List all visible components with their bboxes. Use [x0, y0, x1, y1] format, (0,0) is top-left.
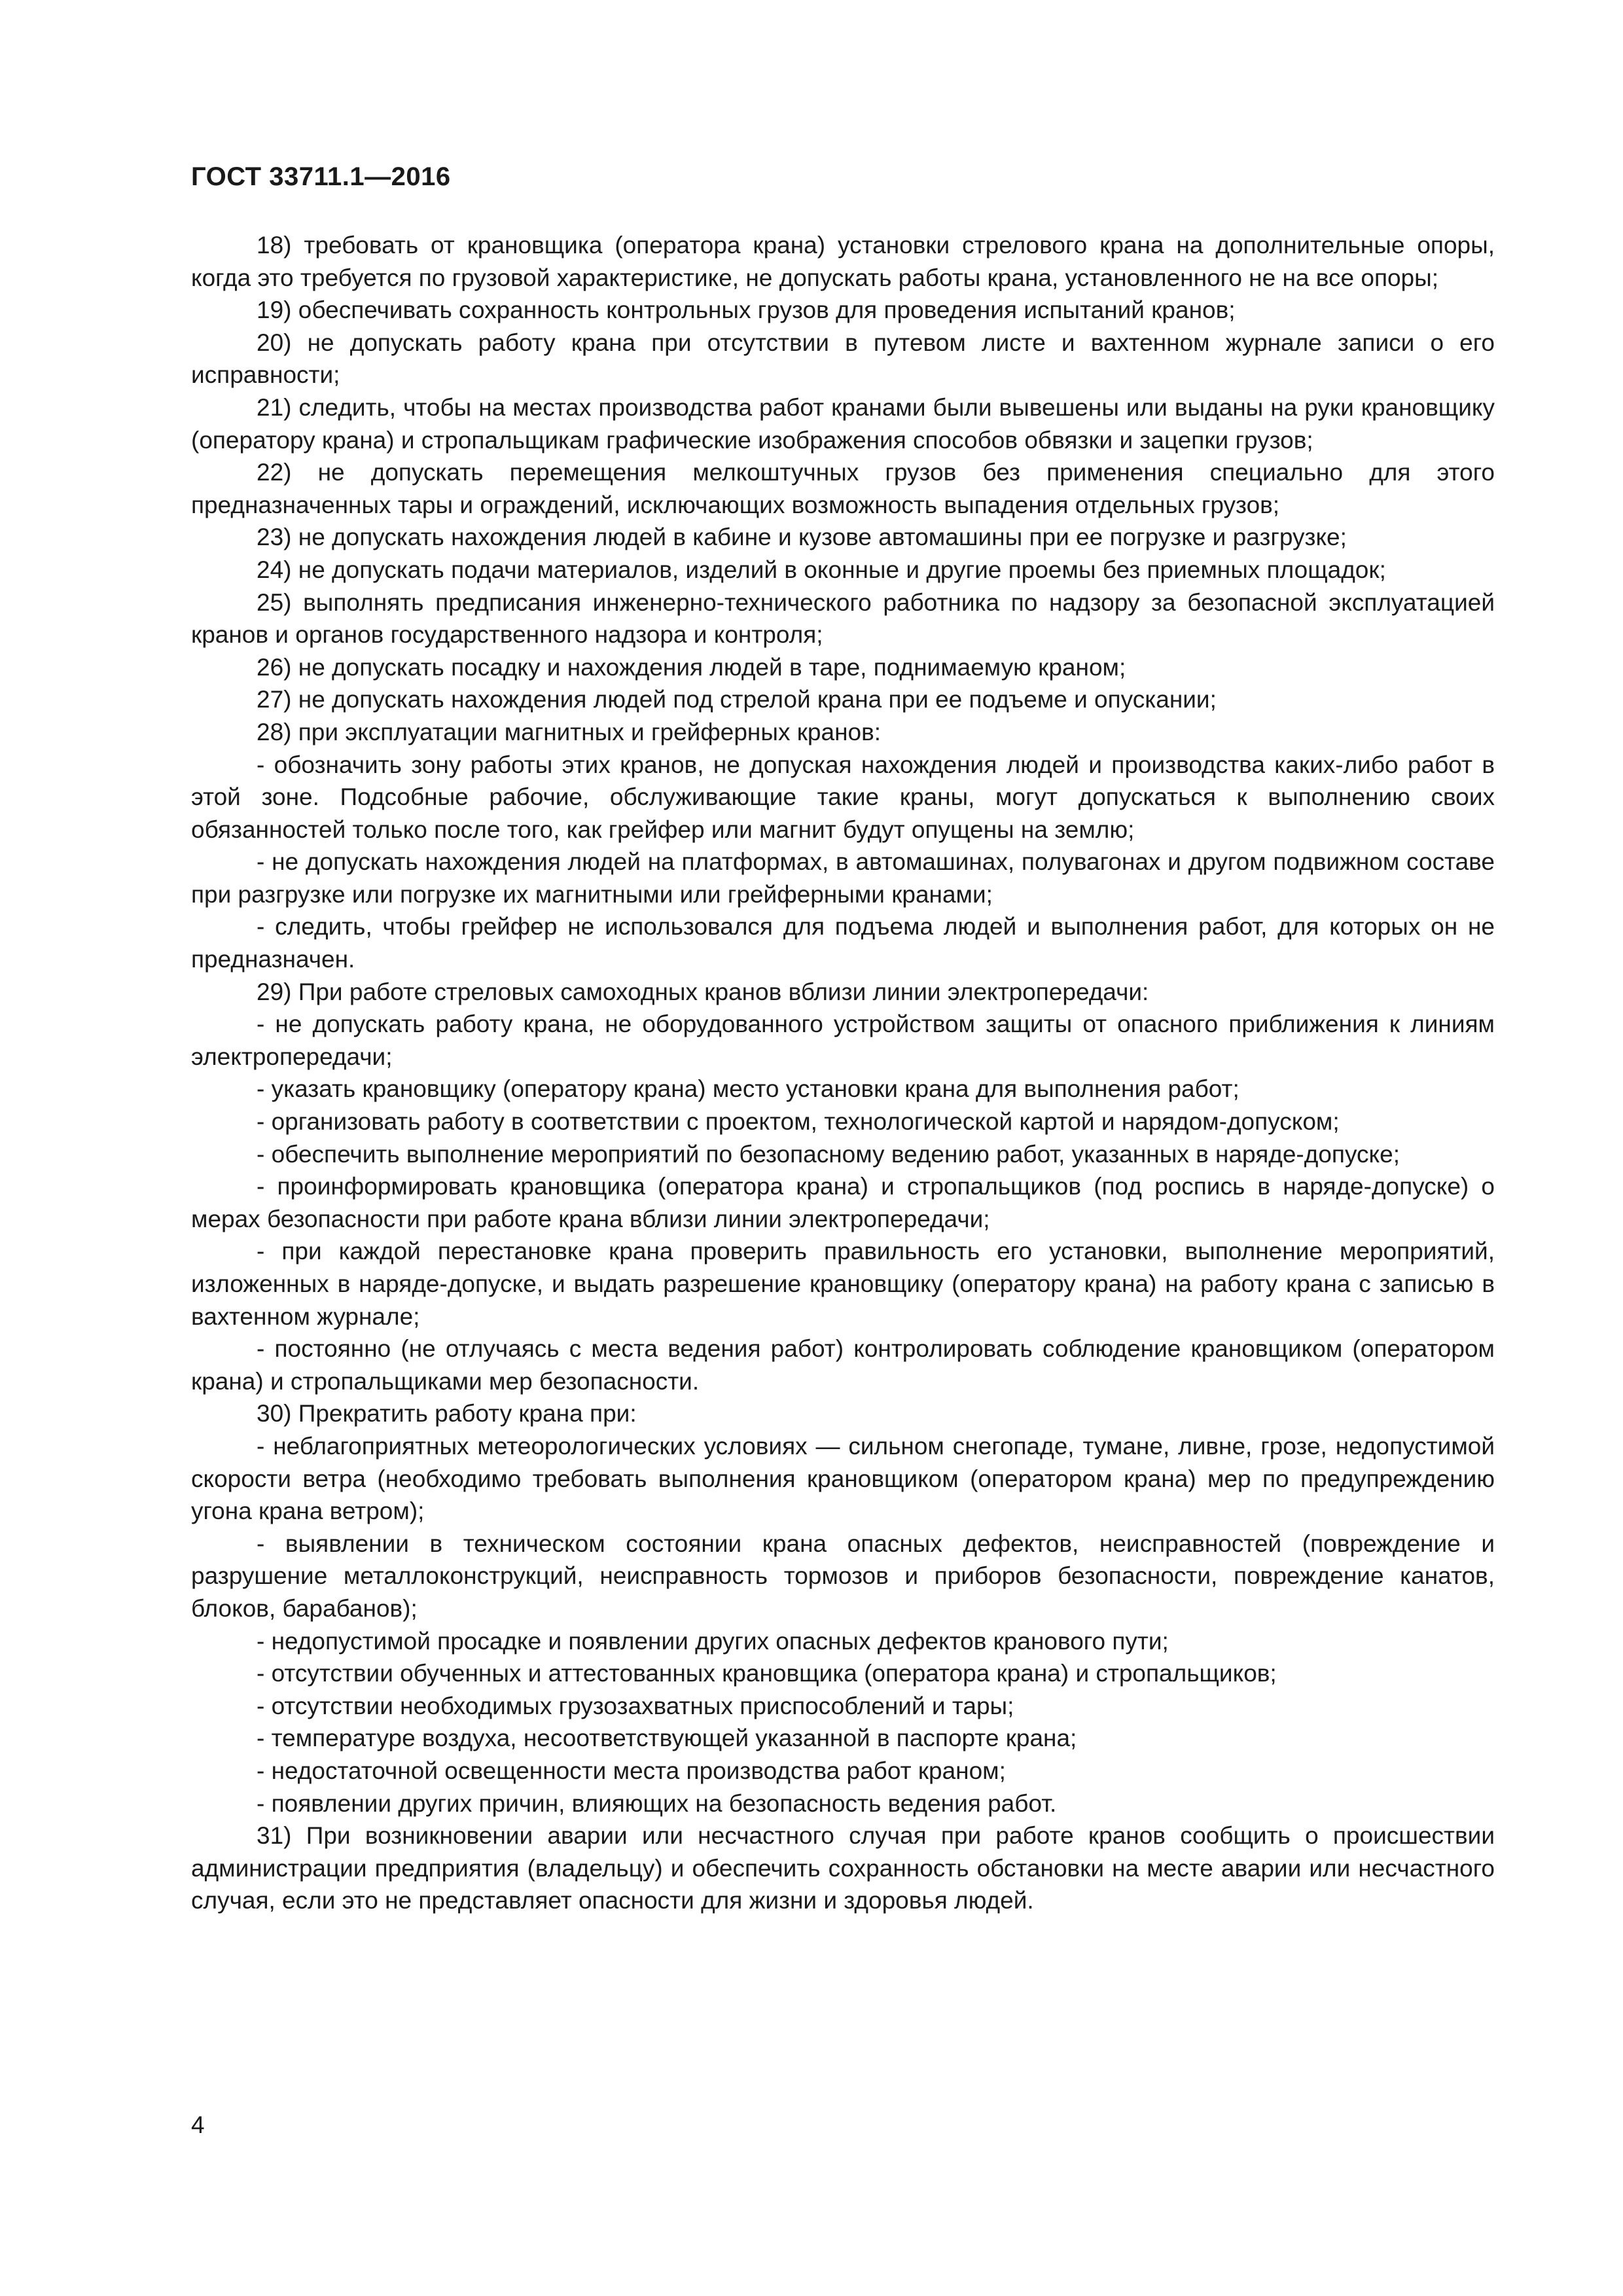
paragraph-item-22: 22) не допускать перемещения мелкоштучных грузов без применения специально для этого предназначенных тары и ограждений, исключающих возможность выпадения отдельных грузов; [191, 459, 1495, 518]
list-item-30-weather: - неблагоприятных метеорологических условиях — сильном снегопаде, тумане, ливне, грозе, недопустимой скорости ветра (необходимо требовать выполнения крановщиком (оператором крана) мер по предупреждению угона крана ветром); [191, 1432, 1495, 1525]
list-item-30-track: - недопустимой просадке и появлении других опасных дефектов кранового пути; [257, 1627, 1169, 1655]
paragraph-item-28: 28) при эксплуатации магнитных и грейферных кранов: [257, 718, 882, 745]
list-item-29-protection: - не допускать работу крана, не оборудованного устройством защиты от опасного приближения к линиям электропередачи; [191, 1011, 1495, 1070]
paragraph-item-27: 27) не допускать нахождения людей под стрелой крана при ее подъеме и опускании; [257, 686, 1217, 713]
document-body [191, 229, 1495, 1917]
list-item-28-grab: - следить, чтобы грейфер не использовался для подъема людей и выполнения работ, для которых он не предназначен. [191, 913, 1495, 973]
paragraph-item-30: 30) Прекратить работу крана при: [257, 1400, 637, 1427]
paragraph-item-21: 21) следить, чтобы на местах производства работ кранами были вывешены или выданы на руки крановщику (оператору крана) и стропальщикам графические изображения способов обвязки и зацепки грузов; [191, 393, 1495, 454]
paragraph-item-29: 29) При работе стреловых самоходных кранов вблизи линии электропередачи: [257, 978, 1149, 1005]
paragraph-item-24: 24) не допускать подачи материалов, изделий в оконные и другие проемы без приемных площадок; [257, 556, 1386, 583]
paragraph-item-19: 19) обеспечивать сохранность контрольных грузов для проведения испытаний кранов; [257, 296, 1236, 324]
paragraph-item-26: 26) не допускать посадку и нахождения людей в таре, поднимаемую краном; [257, 653, 1126, 681]
paragraph-item-18: 18) требовать от крановщика (оператора крана) установки стрелового крана на дополнительные опоры, когда это требуется по грузовой характеристике, не допускать работы крана, установленного не на все опоры; [191, 232, 1495, 291]
list-item-29-control: - постоянно (не отлучаясь с места ведения работ) контролировать соблюдение крановщиком (оператором крана) и стропальщиками мер безопасности. [191, 1335, 1495, 1395]
list-item-29-check: - при каждой перестановке крана проверить правильность его установки, выполнение мероприятий, изложенных в наряде-допуске, и выдать разрешение крановщику (оператору крана) на работу крана с записью в вахтенном журнале; [191, 1238, 1495, 1330]
list-item-28-platforms: - не допускать нахождения людей на платформах, в автомашинах, полувагонах и другом подвижном составе при разгрузке или погрузке их магнитными или грейферными кранами; [191, 848, 1495, 908]
list-item-30-devices: - отсутствии необходимых грузозахватных приспособлений и тары; [257, 1692, 1014, 1719]
list-item-29-inform: - проинформировать крановщика (оператора крана) и стропальщиков (под роспись в наряде-допуске) о мерах безопасности при работе крана вблизи линии электропередачи; [191, 1173, 1495, 1232]
page-number: 4 [191, 2111, 205, 2138]
list-item-29-organize: - организовать работу в соответствии с проектом, технологической картой и нарядом-допуском; [257, 1108, 1340, 1136]
list-item-28-zone: - обозначить зону работы этих кранов, не допуская нахождения людей и производства каких-либо работ в этой зоне. Подсобные рабочие, обслуживающие такие краны, могут допускаться к выполнению своих обязанностей только после того, как грейфер или магнит будут опущены на землю; [191, 751, 1495, 843]
paragraph-item-25: 25) выполнять предписания инженерно-технического работника по надзору за безопасной эксплуатацией кранов и органов государственного надзора и контроля; [191, 588, 1495, 649]
list-item-30-lighting: - недостаточной освещенности места производства работ краном; [257, 1757, 1006, 1784]
list-item-30-defects: - выявлении в техническом состоянии крана опасных дефектов, неисправностей (повреждение и разрушение металлоконструкций, неисправность тормозов и приборов безопасности, повреждение канатов, блоков, барабанов); [191, 1530, 1495, 1622]
paragraph-item-23: 23) не допускать нахождения людей в кабине и кузове автомашины при ее погрузке и разгрузке; [257, 524, 1347, 551]
document-standard-title: ГОСТ 33711.1—2016 [191, 162, 451, 191]
paragraph-item-20: 20) не допускать работу крана при отсутствии в путевом листе и вахтенном журнале записи о его исправности; [191, 329, 1495, 389]
paragraph-item-31: 31) При возникновении аварии или несчастного случая при работе кранов сообщить о происшествии администрации предприятия (владельцу) и обеспечить сохранность обстановки на месте аварии или несчастного случая, если это не представляет опасности для жизни и здоровья людей. [191, 1822, 1495, 1914]
list-item-29-measures: - обеспечить выполнение мероприятий по безопасному ведению работ, указанных в наряде-допуске; [257, 1140, 1400, 1168]
list-item-30-personnel: - отсутствии обученных и аттестованных крановщика (оператора крана) и стропальщиков; [257, 1660, 1277, 1687]
list-item-30-other: - появлении других причин, влияющих на безопасность ведения работ. [257, 1789, 1057, 1817]
list-item-30-temperature: - температуре воздуха, несоответствующей указанной в паспорте крана; [257, 1725, 1077, 1752]
list-item-29-location: - указать крановщику (оператору крана) место установки крана для выполнения работ; [257, 1075, 1240, 1103]
